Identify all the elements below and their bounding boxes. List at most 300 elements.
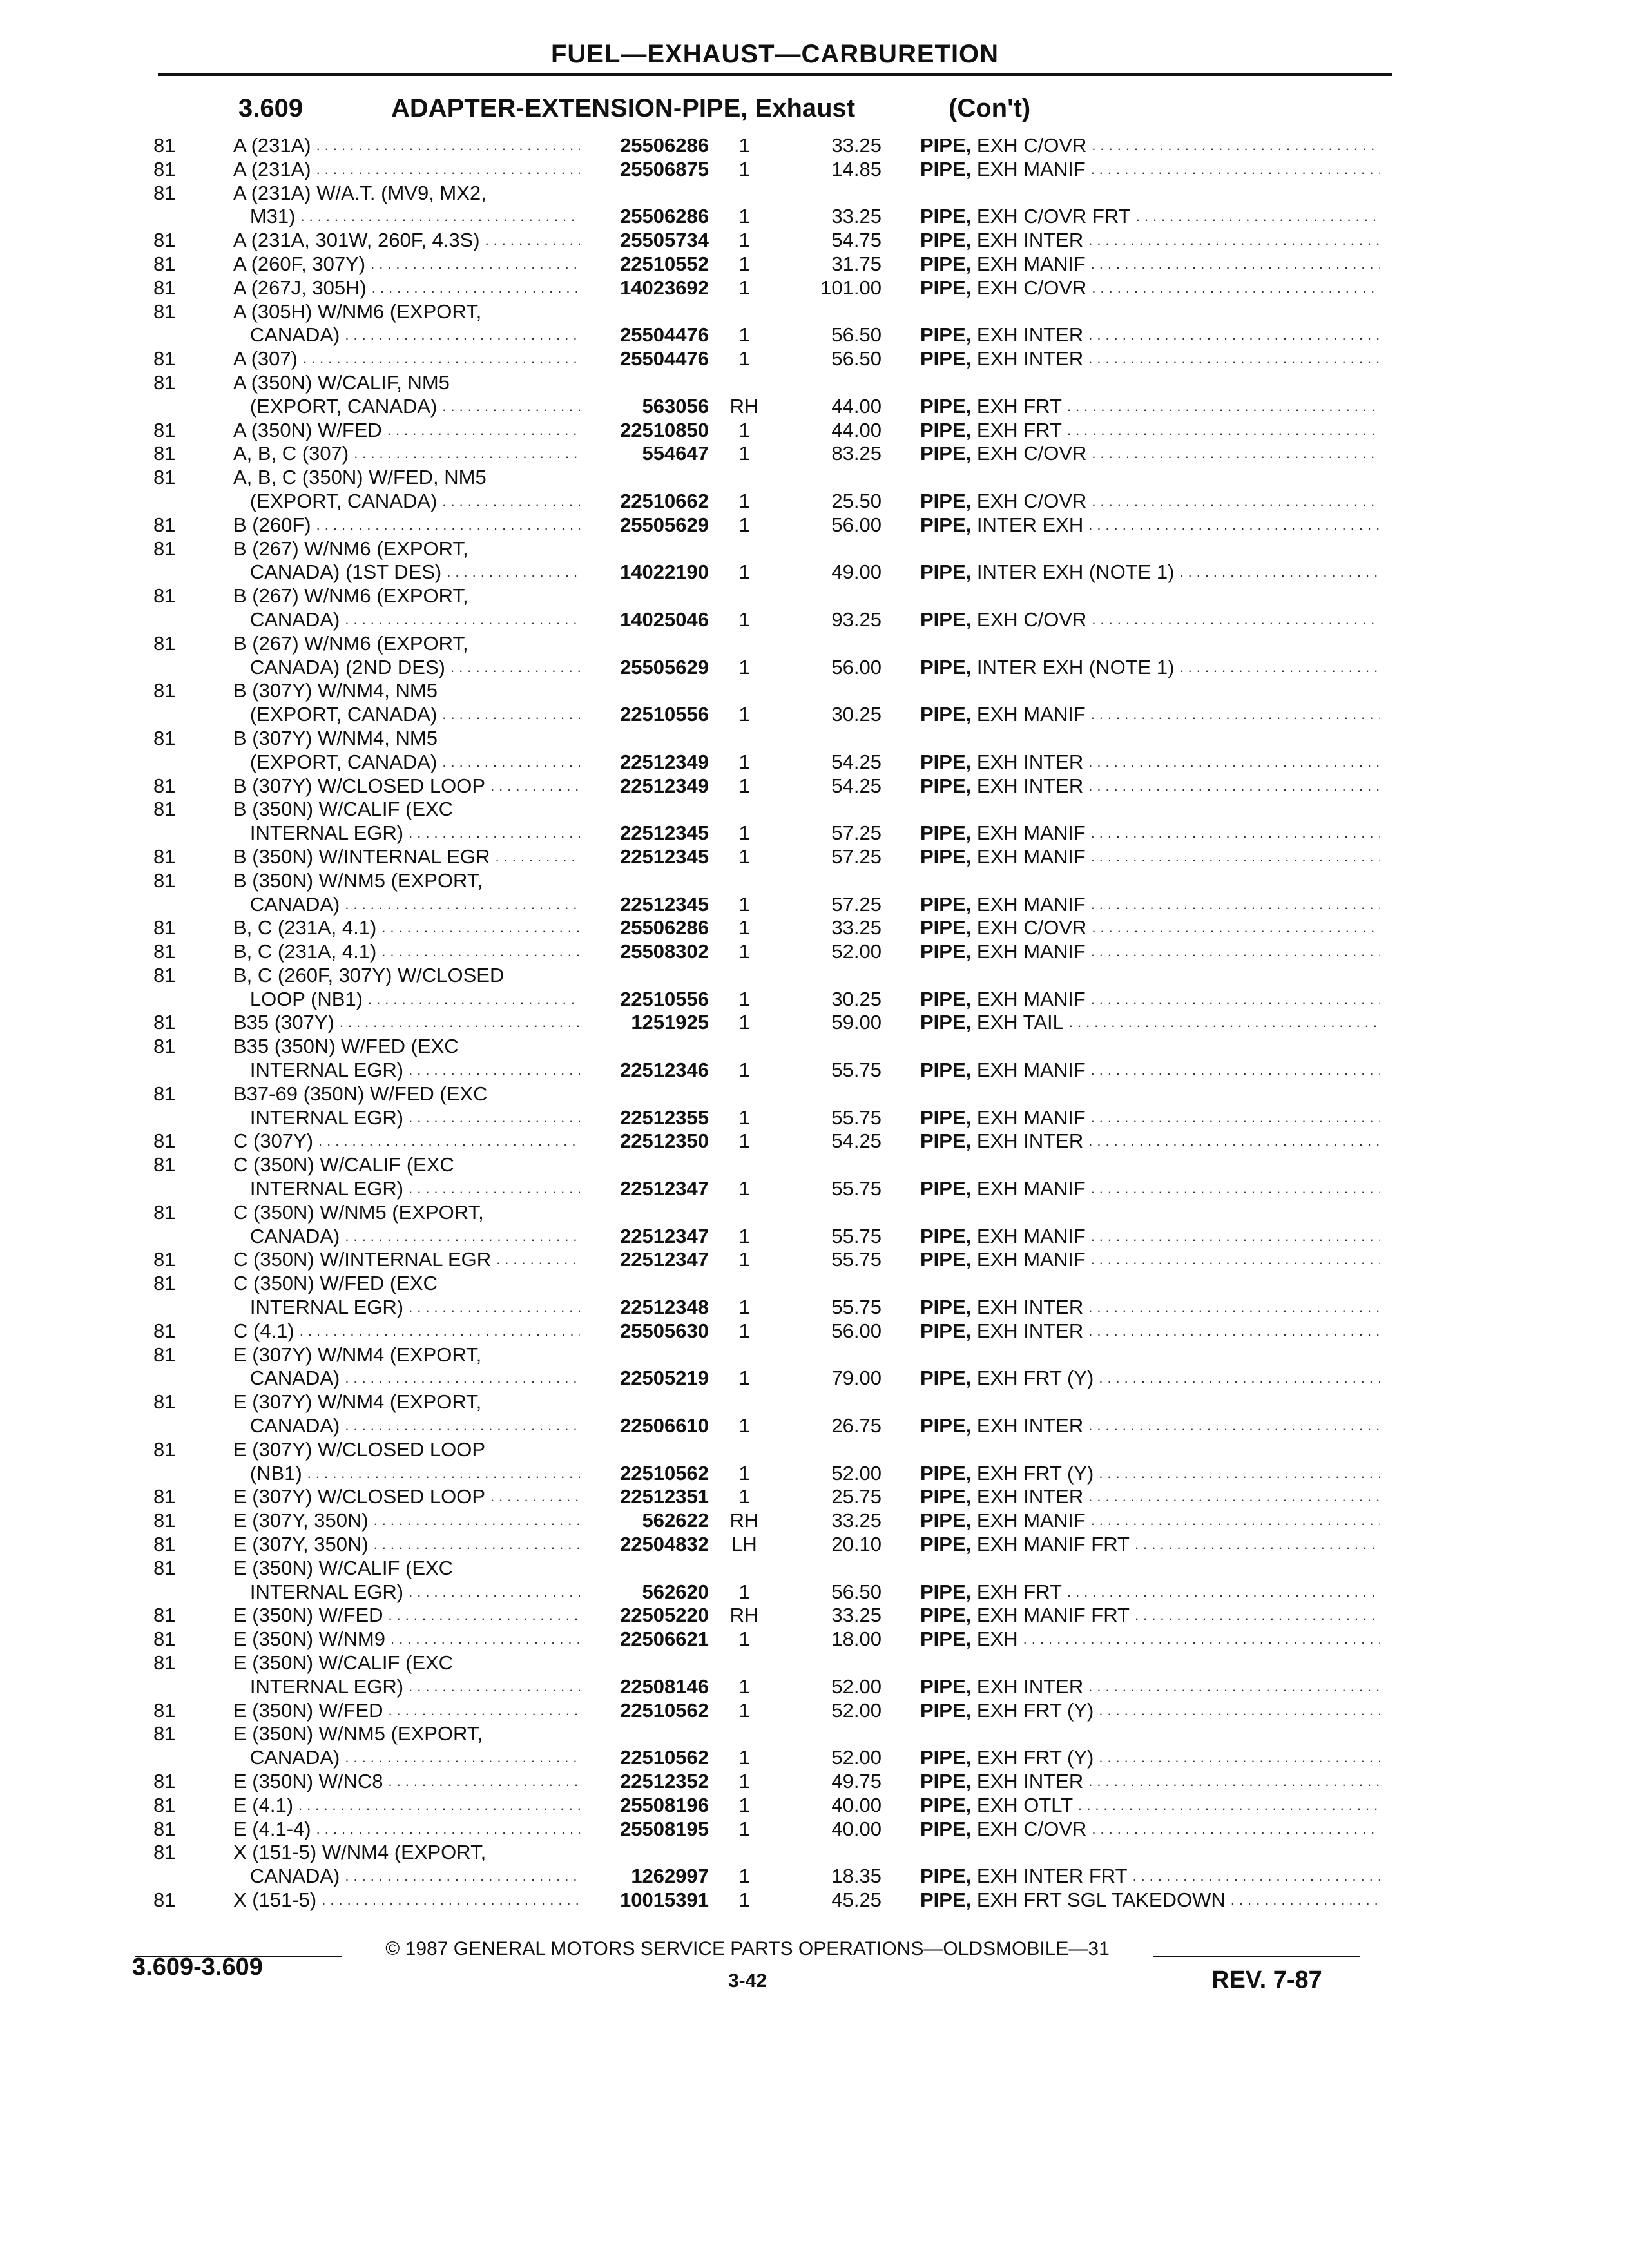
part-name (920, 1865, 1380, 1888)
quantity: 1 (738, 1675, 750, 1698)
application-description (233, 656, 580, 680)
part-name (920, 347, 1380, 371)
quantity: 1 (738, 1177, 750, 1200)
part-name-prefix: PIPE, (920, 750, 972, 773)
part-number: 25508195 (620, 1817, 709, 1840)
table-row (0, 1343, 1629, 1367)
part-number: 14025046 (620, 608, 709, 631)
table-row (0, 822, 1629, 845)
model-code: 81 (153, 798, 176, 821)
leader-dots (1099, 1462, 1380, 1486)
part-name (920, 774, 1380, 798)
price: 54.25 (831, 1129, 882, 1153)
table-row (0, 679, 1629, 703)
part-name-detail: EXH FRT (Y) (976, 1461, 1094, 1485)
model-code: 81 (153, 276, 176, 299)
leader-dots (1092, 1818, 1380, 1841)
part-name-text (920, 1106, 1086, 1130)
part-name (920, 1462, 1380, 1486)
model-code: 81 (153, 300, 176, 323)
application-text: C (307Y) (233, 1129, 314, 1153)
part-name-prefix: PIPE, (920, 489, 972, 512)
leader-dots (1088, 347, 1380, 371)
part-name (920, 1059, 1380, 1082)
price: 40.00 (831, 1817, 882, 1840)
application-text: INTERNAL EGR) (233, 1296, 404, 1319)
price: 56.50 (831, 347, 882, 370)
table-row (0, 1296, 1629, 1320)
leader-dots (1067, 395, 1380, 419)
part-name-prefix: PIPE, (920, 1888, 972, 1911)
application-description (233, 561, 580, 584)
leader-dots (316, 514, 580, 537)
quantity: 1 (738, 347, 750, 370)
table-row (0, 1225, 1629, 1249)
price: 52.00 (831, 1461, 882, 1485)
application-text: E (4.1) (233, 1793, 294, 1816)
quantity: 1 (738, 1319, 750, 1342)
leader-dots (1091, 253, 1380, 276)
application-text: CANADA) (233, 608, 340, 631)
application-text: E (350N) W/FED (233, 1604, 383, 1627)
application-text: A (350N) W/FED (233, 418, 382, 441)
part-name-text (920, 419, 1062, 443)
table-row (0, 1011, 1629, 1035)
table-row (0, 1770, 1629, 1794)
part-name-text (920, 1818, 1086, 1841)
part-name-detail: EXH MANIF (976, 703, 1086, 726)
quantity: 1 (738, 1580, 750, 1603)
part-name (920, 822, 1380, 845)
application-text: A (231A) (233, 134, 311, 157)
leader-dots (1099, 1699, 1380, 1723)
part-name-detail: EXH FRT (Y) (976, 1746, 1094, 1769)
model-code: 81 (153, 774, 176, 797)
leader-dots (345, 1225, 580, 1249)
table-row (0, 632, 1629, 656)
part-number: 25505629 (620, 655, 709, 678)
quantity: RH (729, 1509, 759, 1532)
application-text: A (231A) W/A.T. (MV9, MX2, (233, 181, 487, 204)
leader-dots (345, 1367, 580, 1390)
application-text: E (307Y) W/NM4 (EXPORT, (233, 1343, 482, 1366)
part-number: 22512351 (620, 1485, 709, 1508)
part-number: 25505734 (620, 229, 709, 252)
part-name (920, 1248, 1380, 1272)
part-name (920, 1509, 1380, 1533)
part-name (920, 656, 1380, 680)
table-row (0, 727, 1629, 751)
part-number: 22506621 (620, 1628, 709, 1651)
model-code: 81 (153, 181, 176, 204)
footer-section-range: 3.609-3.609 (132, 1954, 263, 1981)
part-name-prefix: PIPE, (920, 822, 972, 845)
leader-dots (381, 940, 580, 964)
application-description (233, 1367, 580, 1390)
leader-dots (381, 916, 580, 940)
part-number: 22510552 (620, 252, 709, 275)
application-description (233, 300, 580, 324)
model-code: 81 (153, 1769, 176, 1792)
application-text: CANADA) (233, 1414, 340, 1437)
application-text: E (350N) W/CALIF (EXC (233, 1651, 454, 1674)
part-number: 22510562 (620, 1461, 709, 1485)
part-name-text (920, 323, 1083, 347)
price: 18.35 (831, 1865, 882, 1888)
application-description (233, 1865, 580, 1888)
part-name-detail: EXH C/OVR (976, 276, 1087, 299)
application-text: E (4.1-4) (233, 1817, 311, 1840)
part-name (920, 1177, 1380, 1201)
application-description (233, 419, 580, 443)
part-name-detail: EXH MANIF (976, 845, 1086, 868)
price: 14.85 (831, 157, 882, 180)
leader-dots (442, 751, 580, 774)
application-description (233, 1604, 580, 1628)
application-text: A, B, C (307) (233, 442, 349, 465)
application-text: E (350N) W/NC8 (233, 1769, 383, 1792)
table-row (0, 134, 1629, 158)
part-name-text (920, 1462, 1094, 1486)
table-row (0, 442, 1629, 466)
part-name-text (920, 1485, 1083, 1509)
leader-dots (1092, 134, 1380, 158)
model-code: 81 (153, 631, 176, 655)
leader-dots (300, 205, 580, 229)
table-row (0, 1865, 1629, 1888)
table-row (0, 1818, 1629, 1841)
leader-dots (442, 703, 580, 727)
part-name (920, 561, 1380, 584)
application-description (233, 1462, 580, 1486)
model-code: 81 (153, 1390, 176, 1414)
application-description (233, 1177, 580, 1201)
table-row (0, 395, 1629, 419)
part-name-detail: EXH FRT (976, 418, 1062, 441)
model-code: 81 (153, 1841, 176, 1864)
application-description (233, 1343, 580, 1367)
leader-dots (1179, 561, 1380, 584)
leader-dots (1099, 1367, 1380, 1390)
leader-dots (322, 1888, 580, 1912)
leader-dots (495, 845, 580, 869)
quantity: 1 (738, 561, 750, 584)
part-name-text (920, 1888, 1226, 1912)
application-description (233, 916, 580, 940)
leader-dots (374, 1509, 580, 1533)
quantity: 1 (738, 774, 750, 797)
application-text: LOOP (NB1) (233, 987, 363, 1010)
part-name-text (920, 1699, 1094, 1723)
application-text: B35 (307Y) (233, 1011, 334, 1034)
part-name-detail: EXH (976, 1628, 1018, 1651)
model-code: 81 (153, 963, 176, 986)
part-name-prefix: PIPE, (920, 987, 972, 1010)
table-row (0, 1462, 1629, 1486)
part-name-detail: EXH INTER (976, 323, 1084, 347)
table-row (0, 1059, 1629, 1082)
model-code: 81 (153, 370, 176, 394)
model-code: 81 (153, 1793, 176, 1816)
part-name-detail: EXH C/OVR FRT (976, 205, 1131, 228)
model-code: 81 (153, 1817, 176, 1840)
part-name-detail: EXH MANIF FRT (976, 1533, 1130, 1556)
application-text: C (350N) W/INTERNAL EGR (233, 1248, 492, 1271)
table-row (0, 276, 1629, 300)
application-description (233, 371, 580, 395)
leader-dots (1091, 1059, 1380, 1082)
part-name-prefix: PIPE, (920, 892, 972, 916)
application-description (233, 1699, 580, 1723)
application-description (233, 703, 580, 727)
table-row (0, 514, 1629, 537)
part-name-prefix: PIPE, (920, 1129, 972, 1153)
model-code: 81 (153, 1272, 176, 1295)
table-row (0, 1628, 1629, 1651)
price: 33.25 (831, 134, 882, 157)
part-number: 25504476 (620, 323, 709, 347)
part-name (920, 608, 1380, 632)
part-name-detail: EXH FRT SGL TAKEDOWN (976, 1888, 1226, 1911)
part-name-prefix: PIPE, (920, 1106, 972, 1129)
part-name-text (920, 229, 1083, 253)
leader-dots (1088, 323, 1380, 347)
model-code: 81 (153, 1509, 176, 1532)
part-name-text (920, 940, 1086, 964)
footer-revision: REV. 7-87 (1211, 1966, 1322, 1994)
application-description (233, 205, 580, 229)
section-continued: (Con't) (949, 94, 1031, 122)
part-name-text (920, 1129, 1083, 1153)
application-text: E (350N) W/NM5 (EXPORT, (233, 1722, 483, 1745)
table-row (0, 323, 1629, 347)
leader-dots (1091, 703, 1380, 727)
application-description (233, 158, 580, 182)
table-row (0, 537, 1629, 561)
table-row (0, 205, 1629, 229)
quantity: 1 (738, 1888, 750, 1911)
table-row (0, 1699, 1629, 1723)
footer-copyright: © 1987 GENERAL MOTORS SERVICE PARTS OPERATIONS—OLDSMOBILE—31 (385, 1938, 1110, 1959)
price: 54.75 (831, 229, 882, 252)
part-number: 25506875 (620, 157, 709, 180)
leader-dots (409, 1675, 580, 1699)
application-description (233, 1628, 580, 1651)
model-code: 81 (153, 1556, 176, 1579)
part-number: 25508196 (620, 1793, 709, 1816)
part-name (920, 940, 1380, 964)
part-name-detail: EXH INTER (976, 774, 1084, 797)
application-text: E (307Y) W/CLOSED LOOP (233, 1437, 486, 1461)
part-name-text (920, 703, 1086, 727)
table-row (0, 1082, 1629, 1106)
part-number: 22512347 (620, 1248, 709, 1271)
leader-dots (1091, 988, 1380, 1012)
application-text: INTERNAL EGR) (233, 1675, 404, 1698)
part-name-detail: EXH INTER FRT (976, 1865, 1128, 1888)
part-name-text (920, 656, 1174, 680)
price: 54.25 (831, 750, 882, 773)
part-name-text (920, 1533, 1130, 1557)
application-description (233, 1746, 580, 1770)
quantity: 1 (738, 1367, 750, 1390)
application-text: B (260F) (233, 513, 311, 536)
table-row (0, 703, 1629, 727)
application-description (233, 1320, 580, 1343)
part-name-text (920, 561, 1174, 584)
leader-dots (1092, 276, 1380, 300)
model-code: 81 (153, 1319, 176, 1342)
application-text: C (350N) W/NM5 (EXPORT, (233, 1200, 484, 1224)
model-code: 81 (153, 1888, 176, 1911)
part-name (920, 323, 1380, 347)
leader-dots (1091, 1248, 1380, 1272)
part-name-detail: EXH INTER (976, 229, 1084, 252)
leader-dots (1091, 158, 1380, 182)
quantity: 1 (738, 1296, 750, 1319)
part-number: 25506286 (620, 134, 709, 157)
part-name-detail: EXH MANIF (976, 1106, 1086, 1129)
part-name-prefix: PIPE, (920, 1509, 972, 1532)
application-description (233, 988, 580, 1012)
price: 52.00 (831, 1675, 882, 1698)
table-row (0, 1177, 1629, 1201)
part-name-prefix: PIPE, (920, 1865, 972, 1888)
quantity: 1 (738, 1698, 750, 1722)
part-name-detail: EXH FRT (976, 1580, 1062, 1603)
part-name-prefix: PIPE, (920, 608, 972, 631)
application-description (233, 395, 580, 419)
table-row (0, 845, 1629, 869)
application-description (233, 632, 580, 656)
leader-dots (1088, 229, 1380, 253)
application-description (233, 1414, 580, 1438)
application-description (233, 940, 580, 964)
leader-dots (1088, 1129, 1380, 1153)
model-code: 81 (153, 418, 176, 441)
leader-dots (316, 134, 580, 158)
part-name (920, 845, 1380, 869)
part-name (920, 1581, 1380, 1604)
model-code: 81 (153, 157, 176, 180)
leader-dots (1088, 1770, 1380, 1794)
application-description (233, 134, 580, 158)
price: 25.50 (831, 489, 882, 512)
part-name-prefix: PIPE, (920, 134, 972, 157)
application-description (233, 1082, 580, 1106)
leader-dots (354, 442, 580, 466)
part-name-prefix: PIPE, (920, 1296, 972, 1319)
part-name (920, 276, 1380, 300)
application-text: E (350N) W/NM9 (233, 1628, 385, 1651)
part-number: 22512347 (620, 1224, 709, 1247)
model-code: 81 (153, 1722, 176, 1745)
model-code: 81 (153, 1485, 176, 1508)
application-text: CANADA) (233, 1746, 340, 1769)
application-text: B (267) W/NM6 (EXPORT, (233, 631, 468, 655)
price: 18.00 (831, 1628, 882, 1651)
quantity: 1 (738, 750, 750, 773)
quantity: 1 (738, 822, 750, 845)
table-row (0, 419, 1629, 443)
quantity: 1 (738, 276, 750, 299)
quantity: 1 (738, 1865, 750, 1888)
leader-dots (1092, 490, 1380, 514)
application-text: E (307Y, 350N) (233, 1509, 369, 1532)
part-number: 14023692 (620, 276, 709, 299)
part-name-prefix: PIPE, (920, 1793, 972, 1816)
price: 49.75 (831, 1769, 882, 1792)
table-row (0, 893, 1629, 917)
part-name (920, 1011, 1380, 1035)
table-row (0, 1794, 1629, 1818)
model-code: 81 (153, 252, 176, 275)
part-number: 22510662 (620, 489, 709, 512)
table-row (0, 1675, 1629, 1699)
part-name-text (920, 514, 1083, 537)
leader-dots (1088, 1320, 1380, 1343)
part-name-text (920, 276, 1086, 300)
price: 40.00 (831, 1793, 882, 1816)
part-name (920, 134, 1380, 158)
quantity: RH (729, 1604, 759, 1627)
model-code: 81 (153, 845, 176, 868)
section-number: 3.609 (238, 94, 304, 122)
model-code: 81 (153, 1343, 176, 1366)
application-description (233, 466, 580, 490)
table-row (0, 182, 1629, 206)
table-row (0, 1557, 1629, 1581)
part-number: 1251925 (631, 1011, 709, 1034)
quantity: 1 (738, 608, 750, 631)
quantity: 1 (738, 1485, 750, 1508)
application-description (233, 1248, 580, 1272)
leader-dots (1088, 751, 1380, 774)
leader-dots (374, 1533, 580, 1557)
part-name-prefix: PIPE, (920, 1698, 972, 1722)
application-description (233, 323, 580, 347)
leader-dots (1092, 916, 1380, 940)
application-text: (EXPORT, CANADA) (233, 703, 438, 726)
leader-dots (1091, 1509, 1380, 1533)
leader-dots (1135, 1604, 1380, 1628)
part-name-prefix: PIPE, (920, 1461, 972, 1485)
leader-dots (316, 158, 580, 182)
part-name (920, 1628, 1380, 1651)
application-description (233, 537, 580, 561)
price: 30.25 (831, 987, 882, 1010)
leader-dots (303, 347, 580, 371)
part-name (920, 419, 1380, 443)
part-name-detail: EXH MANIF (976, 987, 1086, 1010)
part-name-detail: INTER EXH (976, 513, 1084, 536)
leader-dots (1092, 608, 1380, 632)
leader-dots (1179, 656, 1380, 680)
part-name-prefix: PIPE, (920, 513, 972, 536)
model-code: 81 (153, 1698, 176, 1722)
part-name (920, 1414, 1380, 1438)
model-code: 81 (153, 1082, 176, 1105)
quantity: 1 (738, 418, 750, 441)
quantity: RH (729, 394, 759, 418)
part-name (920, 253, 1380, 276)
price: 33.25 (831, 205, 882, 228)
part-name (920, 893, 1380, 917)
table-row (0, 1129, 1629, 1153)
table-row (0, 229, 1629, 253)
part-name-prefix: PIPE, (920, 703, 972, 726)
part-name-detail: EXH MANIF (976, 1509, 1086, 1532)
